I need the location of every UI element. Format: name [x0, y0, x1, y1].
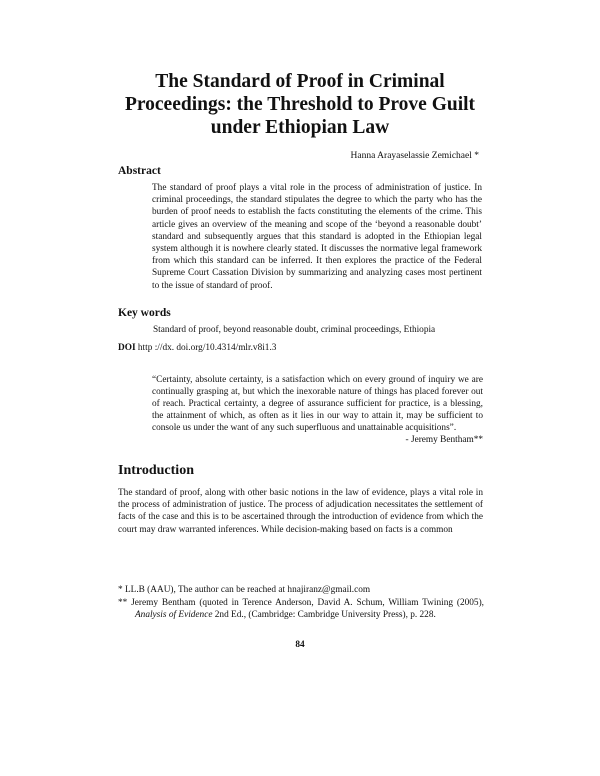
keywords-text: Standard of proof, beyond reasonable doubt, criminal proceedings, Ethiopia	[153, 325, 436, 335]
title-line-1: The Standard of Proof in Criminal	[155, 71, 445, 92]
title-line-2: Proceedings: the Threshold to Prove Guilt	[124, 94, 476, 115]
footnotes	[118, 584, 484, 622]
footnote-1: * LL.B (AAU), The author can be reached at hnajiranz@gmail.com	[118, 585, 371, 595]
doi-link[interactable]: http ://dx. doi.org/10.4314/mlr.v8i1.3	[137, 343, 277, 353]
author-name: Hanna Arayaselassie Zemichael *	[350, 151, 479, 161]
abstract-heading: Abstract	[118, 165, 161, 177]
page-number: 84	[295, 640, 305, 650]
paper-title	[90, 70, 510, 139]
quote-text: “Certainty, absolute certainty, is a satisfaction which on every ground of inquiry we are continually grasping at, but which the inexorable nature of things has placed forever out of reach. Practical certainty, a degree of assurance sufficient for practice, is a blessing, the attainment of which, as often as it lies in our way to attain it, may be sufficient to console us under the want of any such superfluous and unattainable acquisitions”.	[152, 375, 483, 434]
introduction-heading: Introduction	[118, 463, 194, 478]
footnote-2	[118, 597, 484, 621]
footnote-2-prefix: ** Jeremy Bentham (quoted in Terence Anderson, David A. Schum, William Twining (2005),	[118, 598, 484, 609]
doi-line	[118, 343, 276, 353]
footnote-2-suffix: 2nd Ed., (Cambridge: Cambridge University Press), p. 228.	[212, 610, 436, 621]
quote-attribution: - Jeremy Bentham**	[405, 435, 483, 446]
epigraph-quote	[152, 374, 483, 447]
footnote-2-book-title: Analysis of Evidence	[135, 610, 213, 621]
abstract-text: The standard of proof plays a vital role in the process of administration of justice. In criminal proceedings, the standard stipulates the degree to which the party who has the burden of proof needs to establish the facts constituting the elements of the crime. This article gives an overview of the meaning and scope of the ‘beyond a reasonable doubt’ standard and subsequently argues that this standard is adopted in the Ethiopian legal system although it is nowhere clearly stated. It discusses the normative legal framework from which this standard can be inferred. It then explores the practice of the Federal Supreme Court Cassation Division by summarizing and analyzing cases most pertinent to the issue of standard of proof.	[152, 183, 482, 291]
title-line-3: under Ethiopian Law	[210, 117, 390, 138]
doi-label: DOI	[118, 343, 136, 353]
keywords-heading: Key words	[118, 307, 171, 319]
introduction-text: The standard of proof, along with other basic notions in the law of evidence, plays a vital role in the process of administration of justice. The process of adjudication necessitates the settlement of facts of the case and this is to be ascertained through the introduction of evidence from which the court may draw warranted inferences. While decision-making based on facts is a common	[118, 488, 483, 535]
